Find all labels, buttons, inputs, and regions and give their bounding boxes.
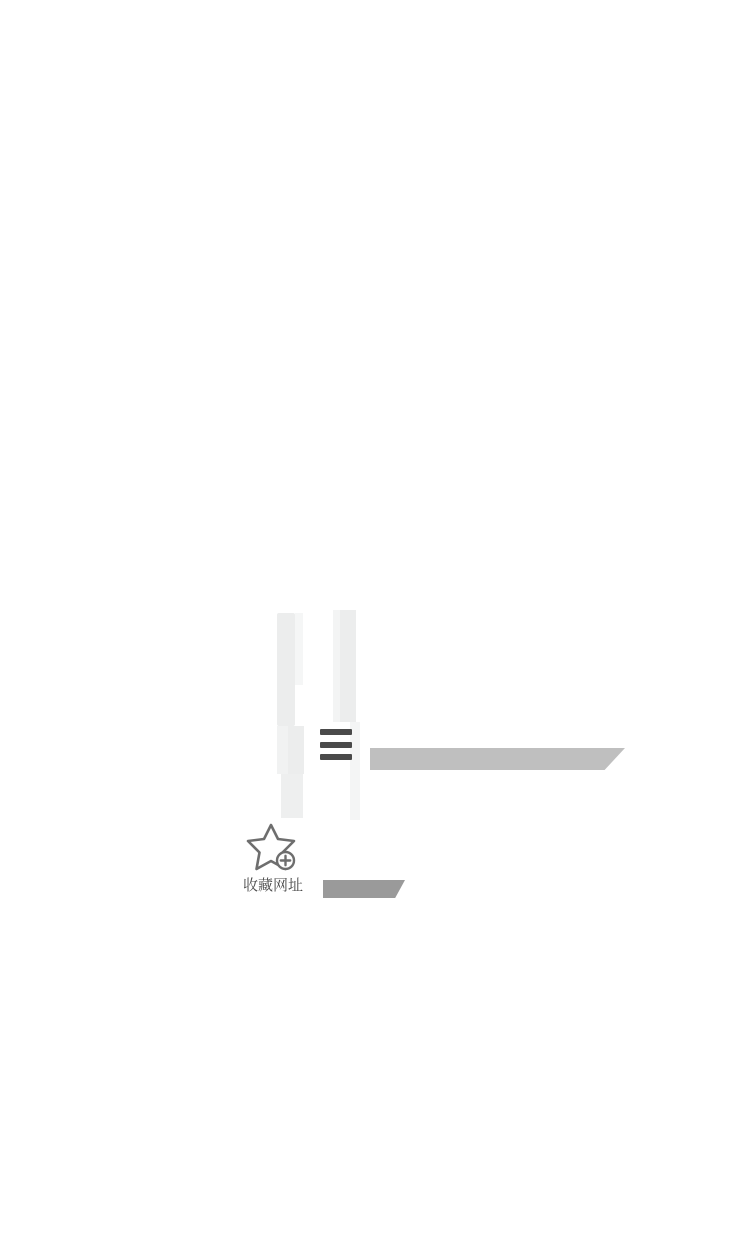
menu-line-1 — [320, 729, 352, 735]
placeholder-block-2 — [295, 613, 303, 685]
placeholder-bar-long — [370, 748, 625, 770]
placeholder-bar-short — [323, 880, 405, 898]
menu-line-2 — [320, 742, 352, 748]
placeholder-block-1 — [277, 613, 295, 726]
placeholder-block-4 — [340, 610, 356, 722]
menu-line-3 — [320, 754, 352, 760]
placeholder-block-6 — [288, 726, 304, 774]
favorite-site-label: 收藏网址 — [242, 877, 303, 894]
star-plus-icon — [245, 822, 301, 874]
placeholder-block-3 — [333, 610, 340, 722]
favorite-site-button[interactable] — [238, 822, 308, 896]
hamburger-menu-icon[interactable] — [320, 729, 352, 760]
placeholder-block-7 — [281, 774, 303, 818]
